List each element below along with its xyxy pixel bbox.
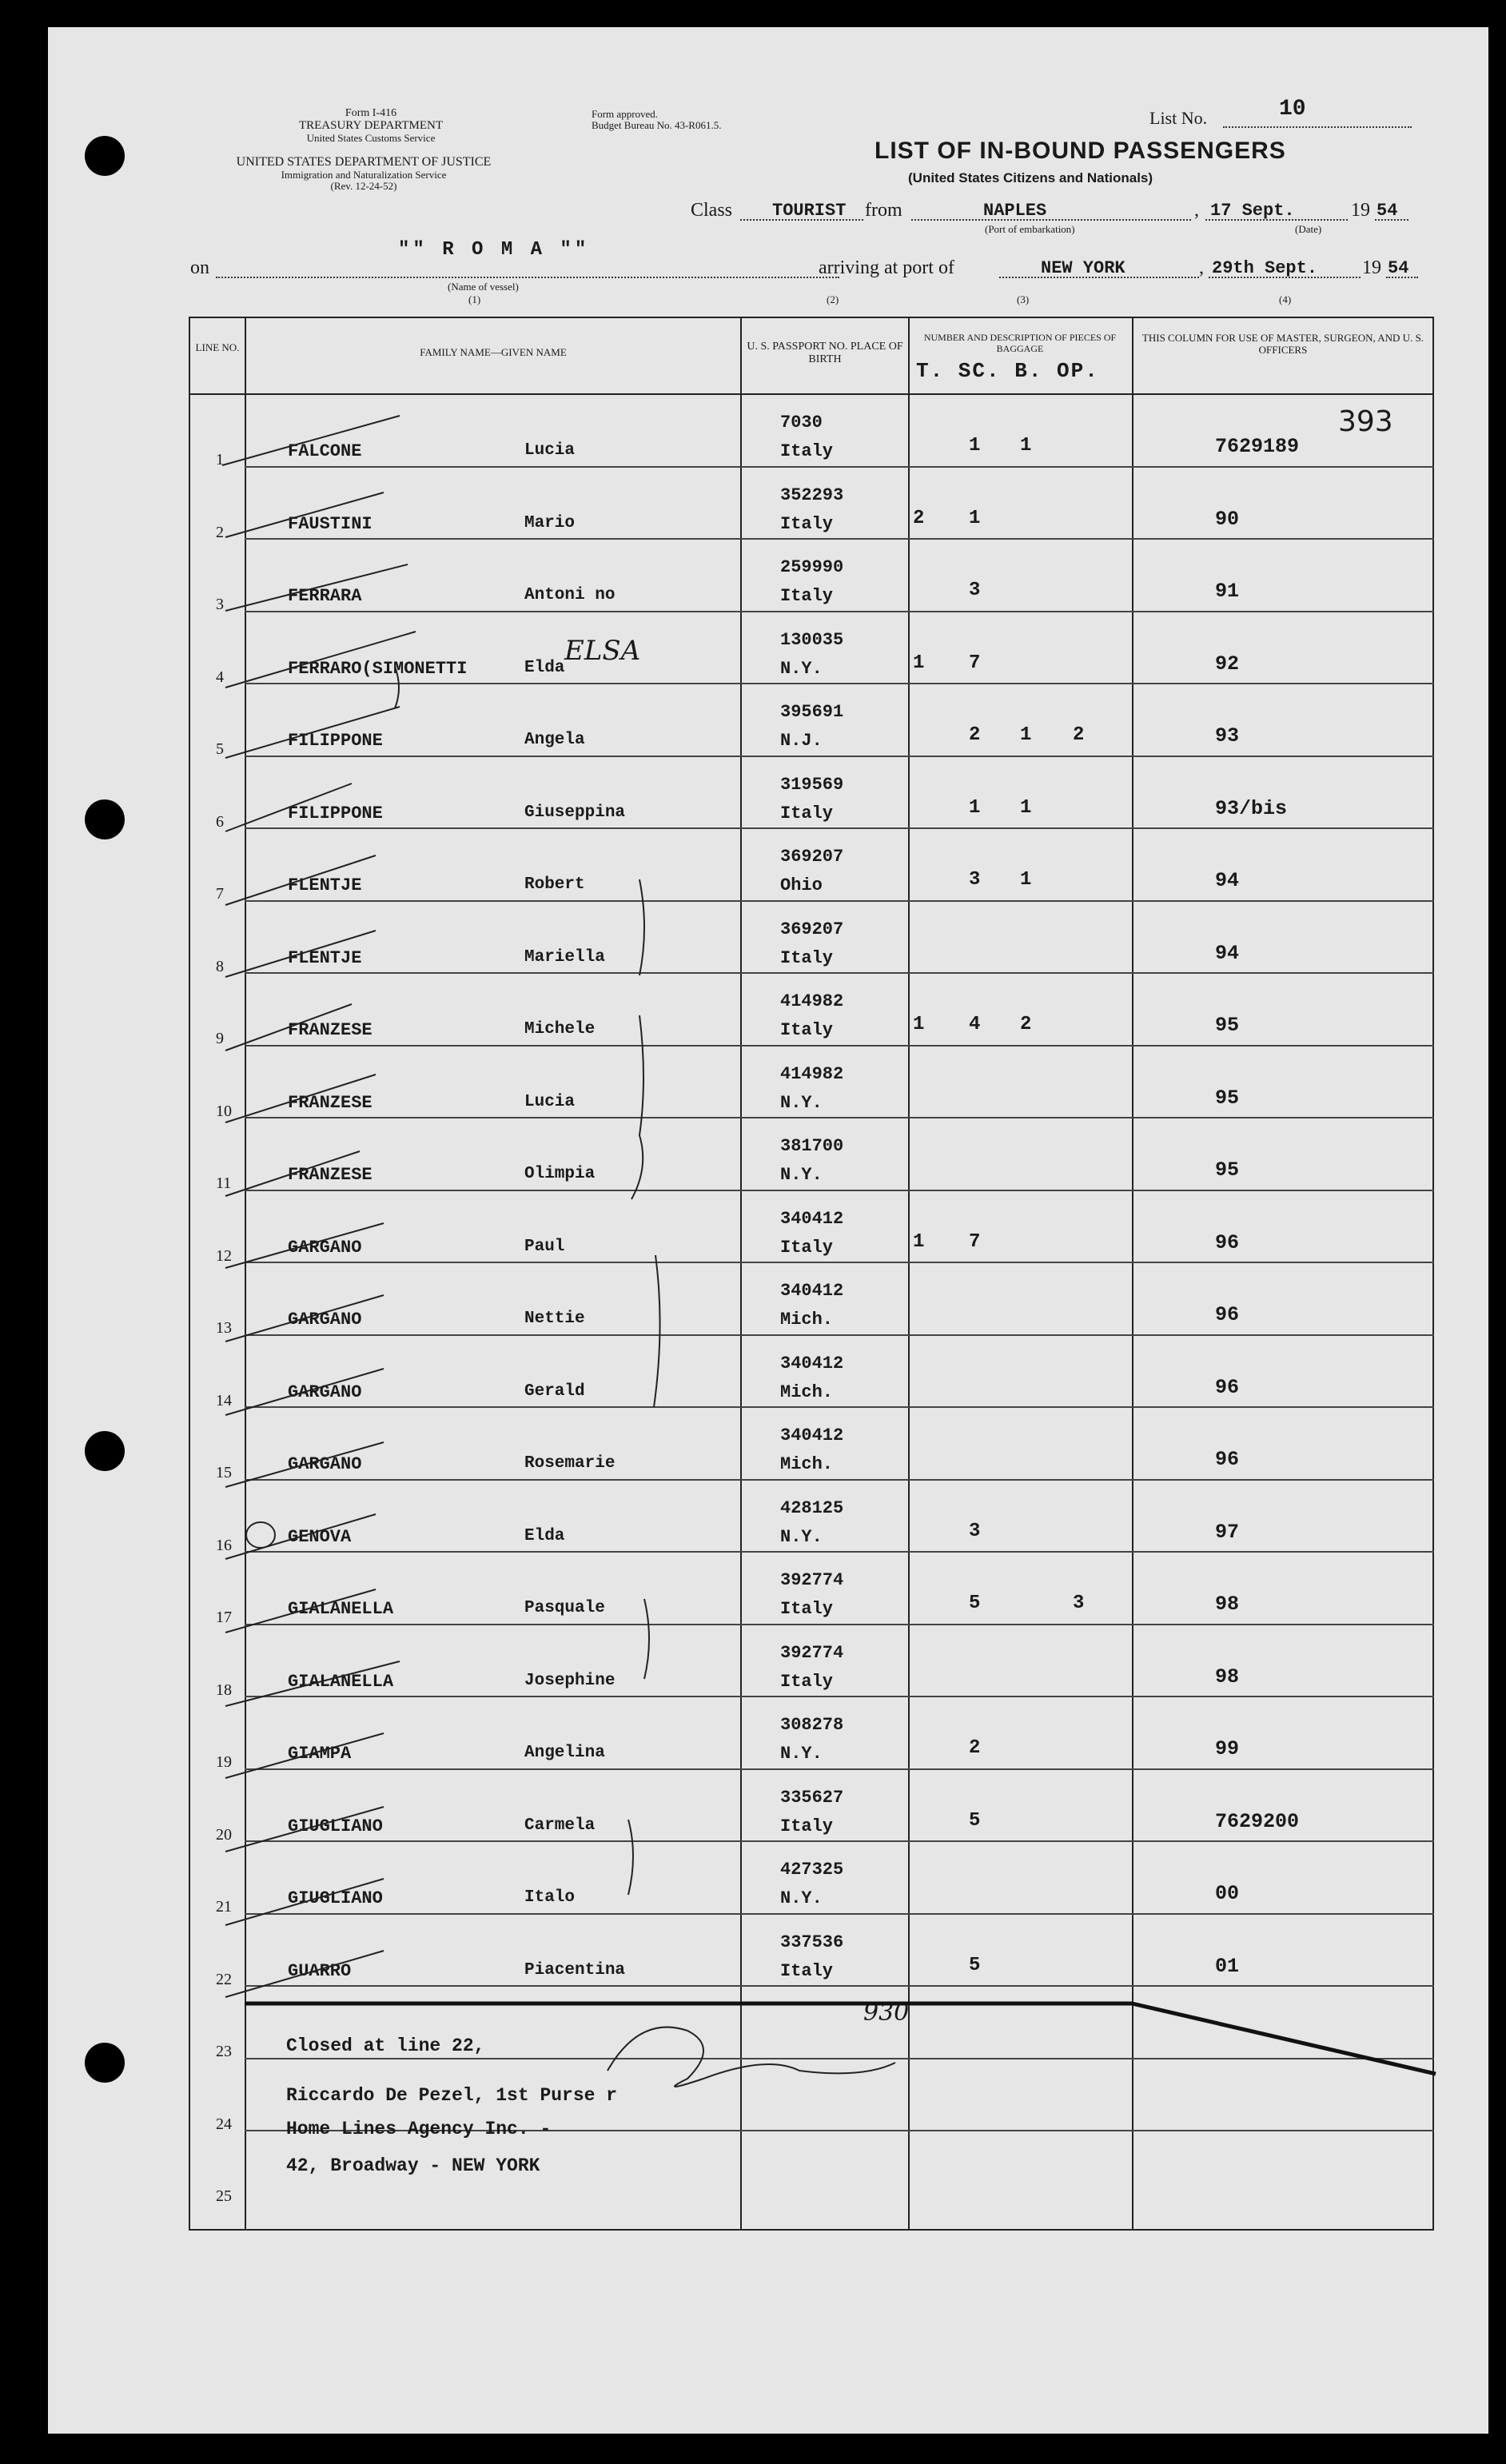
passport-number: 414982 bbox=[780, 1063, 844, 1084]
line-number: 8 bbox=[216, 957, 224, 975]
check-mark bbox=[225, 632, 416, 688]
vessel-col-num: (1) bbox=[468, 293, 481, 305]
line-number: 21 bbox=[216, 1898, 232, 1916]
col-head-baggage: NUMBER AND DESCRIPTION OF PIECES OF BAGGAGE bbox=[923, 332, 1117, 354]
family-name: GENOVA bbox=[288, 1526, 352, 1547]
line-number: 11 bbox=[216, 1174, 232, 1192]
officer-number: 93 bbox=[1215, 724, 1240, 748]
place-of-birth: Italy bbox=[780, 1237, 834, 1258]
line-number: 13 bbox=[216, 1319, 232, 1337]
place-of-birth: Italy bbox=[780, 1671, 834, 1692]
officer-number: 96 bbox=[1215, 1230, 1240, 1254]
officer-number: 99 bbox=[1215, 1737, 1240, 1760]
bracket-mark bbox=[628, 1820, 633, 1895]
given-name: Nettie bbox=[524, 1310, 585, 1328]
col-head-passport: U. S. PASSPORT NO. PLACE OF BIRTH bbox=[747, 341, 903, 366]
family-name: GARGANO bbox=[288, 1454, 362, 1474]
check-mark bbox=[225, 1514, 376, 1559]
line-number: 3 bbox=[216, 596, 224, 613]
line-number: 10 bbox=[216, 1102, 232, 1120]
place-of-birth: Italy bbox=[780, 803, 834, 823]
given-name: Giuseppina bbox=[524, 803, 626, 822]
page-subtitle: (United States Citizens and Nationals) bbox=[908, 170, 1153, 185]
passport-number: 130035 bbox=[780, 629, 844, 650]
bracket-mark bbox=[639, 879, 644, 975]
place-of-birth: Italy bbox=[780, 1960, 834, 1981]
signature bbox=[608, 2027, 895, 2087]
line-number: 22 bbox=[216, 1970, 232, 1988]
place-of-birth: Ohio bbox=[780, 875, 823, 895]
address-note: 42, Broadway - NEW YORK bbox=[286, 2155, 540, 2176]
check-mark bbox=[225, 707, 400, 758]
line-number: 19 bbox=[216, 1753, 232, 1771]
check-mark bbox=[225, 1807, 384, 1852]
officer-number: 91 bbox=[1215, 580, 1240, 603]
passport-number: 395691 bbox=[780, 702, 844, 722]
check-mark bbox=[225, 1223, 384, 1268]
given-name: Elda bbox=[524, 1526, 565, 1545]
line-number: 20 bbox=[216, 1825, 232, 1844]
baggage-suitcases: 7 bbox=[969, 1230, 981, 1253]
port-caption: (Port of embarkation) bbox=[985, 223, 1075, 235]
year-suffix: 54 bbox=[1377, 201, 1398, 221]
check-mark bbox=[225, 855, 376, 905]
line-number: 25 bbox=[216, 2187, 232, 2205]
from-value: NAPLES bbox=[983, 201, 1047, 221]
handwritten-time: 930 bbox=[863, 1999, 910, 2027]
col-num-4: (4) bbox=[1279, 293, 1292, 305]
date-value: 17 Sept. bbox=[1210, 201, 1295, 221]
passport-number: 7030 bbox=[780, 413, 823, 433]
line-number: 4 bbox=[216, 668, 224, 686]
check-mark bbox=[222, 416, 400, 465]
page-title: LIST OF IN-BOUND PASSENGERS bbox=[875, 138, 1286, 164]
baggage-codes: T. SC. B. OP. bbox=[916, 359, 1099, 383]
place-of-birth: N.Y. bbox=[780, 1092, 823, 1113]
arrival-year: 54 bbox=[1388, 258, 1409, 278]
baggage-suitcases: 2 bbox=[969, 1737, 981, 1759]
family-name: GIUGLIANO bbox=[288, 1888, 383, 1908]
passport-number: 392774 bbox=[780, 1642, 844, 1663]
col-head-name: FAMILY NAME—GIVEN NAME bbox=[420, 346, 567, 358]
passport-number: 340412 bbox=[780, 1208, 844, 1229]
line-number: 12 bbox=[216, 1246, 232, 1265]
baggage-suitcases: 2 bbox=[969, 724, 981, 746]
given-name: Angela bbox=[524, 731, 585, 749]
passport-number: 381700 bbox=[780, 1136, 844, 1156]
col-head-line: LINE NO. bbox=[195, 341, 240, 353]
passport-number: 340412 bbox=[780, 1425, 844, 1445]
year-prefix: 19 bbox=[1351, 200, 1370, 221]
baggage-suitcases: 5 bbox=[969, 1593, 981, 1614]
line-number: 23 bbox=[216, 2043, 232, 2060]
place-of-birth: Mich. bbox=[780, 1454, 834, 1474]
check-mark bbox=[225, 783, 352, 831]
check-mark bbox=[225, 1151, 360, 1196]
place-of-birth: Italy bbox=[780, 1816, 834, 1836]
baggage-trunks: 2 bbox=[913, 507, 925, 529]
family-name: GARGANO bbox=[288, 1310, 362, 1330]
passport-number: 369207 bbox=[780, 919, 844, 939]
baggage-suitcases: 1 bbox=[969, 507, 981, 529]
check-mark bbox=[225, 1442, 384, 1487]
family-name: FERRARO(SIMONETTI bbox=[288, 658, 468, 679]
given-name: Carmela bbox=[524, 1816, 596, 1835]
passport-number: 369207 bbox=[780, 847, 844, 867]
vessel-name: "" R O M A "" bbox=[398, 239, 590, 261]
check-mark bbox=[225, 1879, 384, 1925]
given-name: Mariella bbox=[524, 947, 605, 967]
family-name: GUARRO bbox=[288, 1960, 352, 1981]
given-name: Michele bbox=[524, 1020, 596, 1039]
approval-block: Form approved. Budget Bureau No. 43-R061.5. bbox=[592, 108, 722, 132]
passport-number: 335627 bbox=[780, 1787, 844, 1808]
officer-number: 98 bbox=[1215, 1665, 1240, 1689]
officer-number: 94 bbox=[1215, 869, 1240, 892]
family-name: FALCONE bbox=[288, 441, 362, 461]
purser-note: Riccardo De Pezel, 1st Purse r bbox=[286, 2085, 618, 2106]
family-name: FLENTJE bbox=[288, 947, 362, 968]
family-name: GIUGLIANO bbox=[288, 1816, 383, 1836]
passport-number: 392774 bbox=[780, 1570, 844, 1590]
arrival-year-prefix: 19 bbox=[1362, 257, 1381, 278]
family-name: GIALANELLA bbox=[288, 1599, 394, 1619]
officer-number: 96 bbox=[1215, 1375, 1240, 1399]
passport-number: 414982 bbox=[780, 991, 844, 1011]
family-name: FLENTJE bbox=[288, 875, 362, 895]
place-of-birth: Mich. bbox=[780, 1382, 834, 1402]
given-name: Olimpia bbox=[524, 1165, 596, 1183]
family-name: FRANZESE bbox=[288, 1092, 373, 1113]
given-name: Mario bbox=[524, 513, 576, 532]
baggage-suitcases: 3 bbox=[969, 869, 981, 891]
on-label: on bbox=[190, 257, 209, 278]
family-name: GARGANO bbox=[288, 1237, 362, 1258]
line-number: 1 bbox=[216, 451, 224, 468]
place-of-birth: N.Y. bbox=[780, 658, 823, 679]
baggage-bags: 1 bbox=[1020, 724, 1032, 746]
baggage-trunks: 1 bbox=[913, 1014, 925, 1035]
baggage-suitcases: 1 bbox=[969, 796, 981, 819]
check-mark bbox=[225, 931, 376, 977]
place-of-birth: N.Y. bbox=[780, 1888, 823, 1908]
officer-number: 98 bbox=[1215, 1593, 1240, 1616]
place-of-birth: Italy bbox=[780, 1599, 834, 1619]
officer-number: 90 bbox=[1215, 507, 1240, 531]
class-value: TOURIST bbox=[772, 201, 847, 221]
officer-number: 95 bbox=[1215, 1014, 1240, 1037]
given-name: Elda bbox=[524, 658, 565, 677]
arrival-date: 29th Sept. bbox=[1212, 258, 1318, 278]
check-mark bbox=[225, 1589, 376, 1633]
baggage-bags: 1 bbox=[1020, 869, 1032, 891]
baggage-suitcases: 5 bbox=[969, 1954, 981, 1976]
col-head-officers: THIS COLUMN FOR USE OF MASTER, SURGEON, AND U. S. OFFICERS bbox=[1141, 332, 1424, 356]
given-name: Josephine bbox=[524, 1671, 616, 1690]
arrival-comma: , bbox=[1199, 257, 1204, 278]
line-number: 9 bbox=[216, 1030, 224, 1047]
place-of-birth: N.Y. bbox=[780, 1744, 823, 1764]
baggage-suitcases: 3 bbox=[969, 580, 981, 601]
closed-note: Closed at line 22, bbox=[286, 2035, 485, 2056]
given-name: Piacentina bbox=[524, 1960, 626, 1980]
line-number: 18 bbox=[216, 1681, 232, 1699]
baggage-bags: 1 bbox=[1020, 796, 1032, 819]
family-name: FRANZESE bbox=[288, 1165, 373, 1185]
officer-number: 01 bbox=[1215, 1954, 1240, 1978]
family-name: FAUSTINI bbox=[288, 513, 373, 534]
given-name: Robert bbox=[524, 875, 585, 894]
check-mark bbox=[225, 1661, 400, 1706]
check-mark bbox=[225, 1951, 384, 1997]
bracket-mark bbox=[654, 1255, 660, 1407]
line-number: 14 bbox=[216, 1391, 232, 1409]
check-mark bbox=[225, 1295, 384, 1342]
place-of-birth: N.J. bbox=[780, 731, 823, 751]
line-number: 7 bbox=[216, 885, 224, 903]
line-number: 5 bbox=[216, 740, 224, 758]
bracket-mark bbox=[644, 1599, 649, 1679]
officer-number: 93/bis bbox=[1215, 796, 1288, 820]
place-of-birth: N.Y. bbox=[780, 1165, 823, 1185]
baggage-bags: 2 bbox=[1020, 1014, 1032, 1035]
list-no: 10 bbox=[1279, 97, 1306, 122]
col-num-2: (2) bbox=[827, 293, 839, 305]
vessel-caption: (Name of vessel) bbox=[448, 281, 519, 293]
passport-number: 428125 bbox=[780, 1497, 844, 1518]
given-name: Antoni no bbox=[524, 586, 616, 604]
department-block: UNITED STATES DEPARTMENT OF JUSTICE Immigration and Naturalization Service (Rev. 12-24-52) bbox=[236, 155, 492, 192]
class-label: Class bbox=[691, 200, 733, 221]
check-mark bbox=[225, 1004, 352, 1051]
check-mark bbox=[225, 564, 408, 611]
passport-number: 319569 bbox=[780, 774, 844, 795]
page-stamp: 393 bbox=[1338, 405, 1393, 438]
check-mark bbox=[225, 492, 384, 537]
passport-number: 259990 bbox=[780, 557, 844, 577]
baggage-bags: 1 bbox=[1020, 435, 1032, 457]
passport-number: 308278 bbox=[780, 1715, 844, 1735]
passport-number: 340412 bbox=[780, 1281, 844, 1301]
place-of-birth: N.Y. bbox=[780, 1526, 823, 1547]
baggage-trunks: 1 bbox=[913, 652, 925, 674]
baggage-suitcases: 4 bbox=[969, 1014, 981, 1035]
from-label: from bbox=[865, 200, 902, 221]
baggage-suitcases: 5 bbox=[969, 1809, 981, 1832]
family-name: FERRARA bbox=[288, 586, 362, 606]
given-name: Pasquale bbox=[524, 1599, 605, 1617]
officer-number: 92 bbox=[1215, 652, 1240, 676]
officer-number: 7629200 bbox=[1215, 1809, 1300, 1833]
place-of-birth: Mich. bbox=[780, 1310, 834, 1330]
place-of-birth: Italy bbox=[780, 586, 834, 606]
arriving-label: arriving at port of bbox=[819, 257, 954, 278]
date-comma-prefix: , bbox=[1194, 200, 1199, 221]
officer-number: 96 bbox=[1215, 1448, 1240, 1471]
family-name: GIALANELLA bbox=[288, 1671, 394, 1692]
family-name: GARGANO bbox=[288, 1382, 362, 1402]
baggage-other: 3 bbox=[1073, 1593, 1085, 1614]
officer-number: 95 bbox=[1215, 1158, 1240, 1182]
date-caption: (Date) bbox=[1295, 223, 1322, 235]
officer-number: 97 bbox=[1215, 1520, 1240, 1544]
passport-number: 337536 bbox=[780, 1932, 844, 1952]
line-number: 16 bbox=[216, 1536, 232, 1554]
passport-number: 340412 bbox=[780, 1353, 844, 1374]
col-num-3: (3) bbox=[1017, 293, 1030, 305]
handwritten-elsa: ELSA bbox=[564, 635, 641, 667]
family-name: GIAMPA bbox=[288, 1744, 352, 1764]
place-of-birth: Italy bbox=[780, 513, 834, 534]
list-no-label: List No. bbox=[1149, 108, 1208, 128]
baggage-suitcases: 1 bbox=[969, 435, 981, 457]
closing-rule bbox=[245, 2003, 1436, 2074]
given-name: Lucia bbox=[524, 441, 576, 460]
line-number: 17 bbox=[216, 1609, 232, 1626]
place-of-birth: Italy bbox=[780, 947, 834, 968]
bracket-mark bbox=[631, 1015, 643, 1199]
check-mark bbox=[225, 1369, 384, 1415]
given-name: Paul bbox=[524, 1237, 565, 1256]
officer-number: 95 bbox=[1215, 1086, 1240, 1110]
baggage-trunks: 1 bbox=[913, 1230, 925, 1253]
line-number: 6 bbox=[216, 812, 224, 831]
check-mark bbox=[225, 1075, 376, 1122]
given-name: Rosemarie bbox=[524, 1454, 616, 1473]
bracket-mark bbox=[395, 667, 399, 708]
given-name: Gerald bbox=[524, 1382, 585, 1401]
given-name: Lucia bbox=[524, 1092, 576, 1111]
given-name: Italo bbox=[524, 1888, 576, 1907]
baggage-suitcases: 3 bbox=[969, 1520, 981, 1542]
family-name: FRANZESE bbox=[288, 1020, 373, 1040]
passport-number: 427325 bbox=[780, 1860, 844, 1880]
family-name: FILIPPONE bbox=[288, 731, 383, 751]
place-of-birth: Italy bbox=[780, 1020, 834, 1040]
agency-note: Home Lines Agency Inc. - bbox=[286, 2119, 552, 2139]
officer-number: 96 bbox=[1215, 1303, 1240, 1326]
line-number: 2 bbox=[216, 523, 224, 541]
arriving-port: NEW YORK bbox=[1041, 258, 1126, 278]
form-block: Form I-416 TREASURY DEPARTMENT United States Customs Service bbox=[298, 107, 444, 144]
passport-number: 352293 bbox=[780, 484, 844, 505]
family-name: FILIPPONE bbox=[288, 803, 383, 823]
baggage-other: 2 bbox=[1073, 724, 1085, 746]
officer-number: 00 bbox=[1215, 1882, 1240, 1905]
line-number: 15 bbox=[216, 1464, 232, 1481]
baggage-suitcases: 7 bbox=[969, 652, 981, 674]
circle-mark bbox=[246, 1522, 275, 1548]
given-name: Angelina bbox=[524, 1744, 605, 1762]
officer-number: 7629189 bbox=[1215, 435, 1300, 458]
line-number: 24 bbox=[216, 2115, 232, 2133]
place-of-birth: Italy bbox=[780, 441, 834, 461]
officer-number: 94 bbox=[1215, 941, 1240, 965]
check-mark bbox=[225, 1733, 384, 1778]
